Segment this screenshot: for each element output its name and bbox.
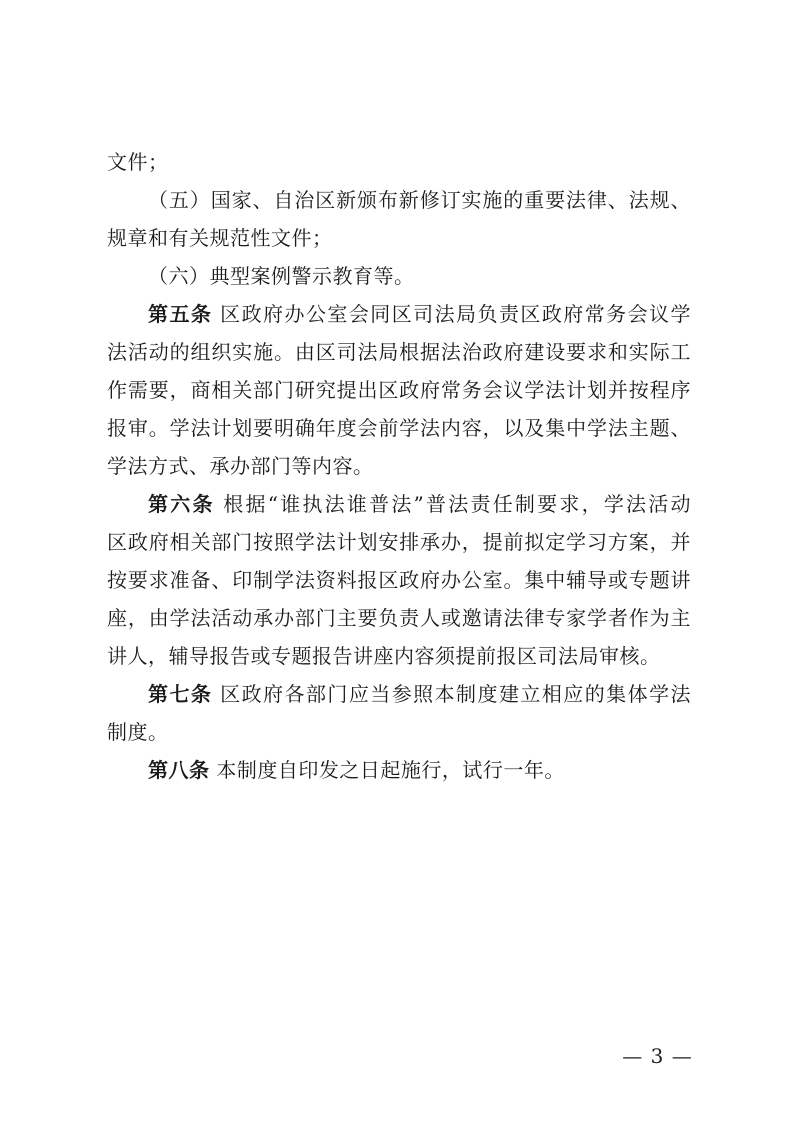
line-text: 文件； (107, 150, 169, 174)
line-text: 讲人，辅导报告或专题报告讲座内容须提前报区司法局审核。 (107, 644, 661, 668)
article-heading-line (148, 680, 691, 708)
text-line (107, 376, 691, 404)
article-number: 第六条 (148, 492, 215, 516)
text-line (107, 148, 691, 176)
line-text: 区政府办公室会同区司法局负责区政府常务会议学 (220, 302, 692, 326)
line-text: 根据“谁执法谁普法”普法责任制要求，学法活动 (223, 492, 692, 516)
line-text: （五）国家、自治区新颁布新修订实施的重要法律、法规、 (148, 188, 691, 212)
text-line (107, 604, 691, 632)
article-heading-line (148, 300, 691, 328)
line-text: 区政府各部门应当参照本制度建立相应的集体学法 (220, 682, 692, 706)
text-line (148, 262, 691, 290)
text-line (107, 566, 691, 594)
article-number: 第七条 (148, 682, 213, 706)
line-text: （六）典型案例警示教育等。 (148, 264, 415, 288)
line-text: 按要求准备、印制学法资料报区政府办公室。集中辅导或专题讲 (107, 568, 691, 592)
text-line (107, 642, 691, 670)
article-heading-line (148, 490, 691, 518)
line-text: 作需要，商相关部门研究提出区政府常务会议学法计划并按程序 (107, 378, 691, 402)
text-line (107, 338, 691, 366)
text-line (107, 414, 691, 442)
text-line (107, 528, 691, 556)
page-number: — 3 — (622, 1044, 693, 1068)
article-number: 第八条 (148, 758, 210, 782)
text-line (148, 186, 691, 214)
line-text: 制度。 (107, 720, 169, 744)
line-text: 本制度自印发之日起施行，试行一年。 (216, 758, 565, 782)
line-text: 规章和有关规范性文件； (107, 226, 333, 250)
text-line (107, 224, 691, 252)
line-text: 学法方式、承办部门等内容。 (107, 454, 374, 478)
article-number: 第五条 (148, 302, 213, 326)
text-line (107, 718, 691, 746)
article-heading-line (148, 756, 691, 784)
text-line (107, 452, 691, 480)
line-text: 报审。学法计划要明确年度会前学法内容，以及集中学法主题、 (107, 416, 691, 440)
line-text: 法活动的组织实施。由区司法局根据法治政府建设要求和实际工 (107, 340, 691, 364)
line-text: 区政府相关部门按照学法计划安排承办，提前拟定学习方案，并 (107, 530, 691, 554)
line-text: 座，由学法活动承办部门主要负责人或邀请法律专家学者作为主 (107, 606, 691, 630)
